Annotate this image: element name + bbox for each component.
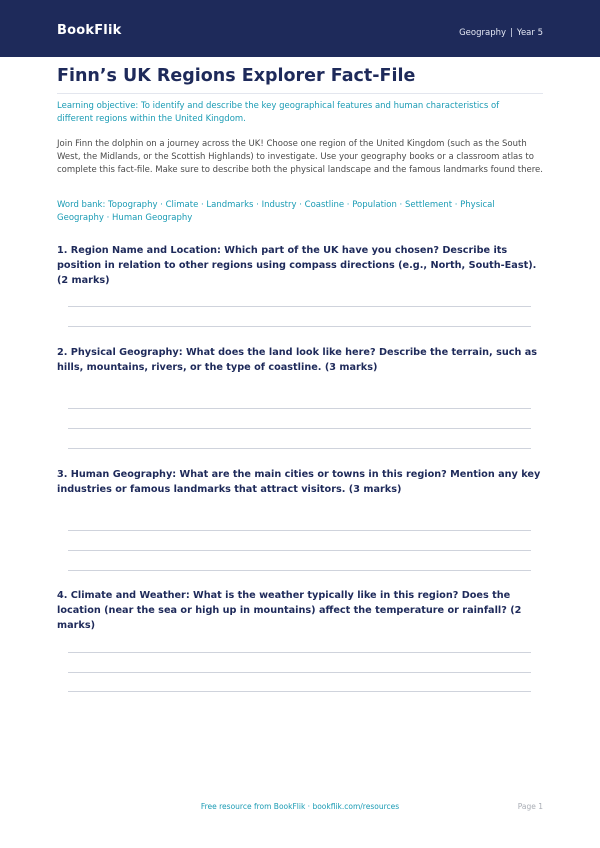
answer-line[interactable] — [68, 428, 531, 429]
question-1: 1. Region Name and Location: Which part of the UK have you chosen? Describe its position in relation to other regions using compass directions (e.g., North, South-East). (2 marks) — [57, 245, 537, 286]
question-4: 4. Climate and Weather: What is the weather typically like in this region? Does the location (near the sea or high up in mountains) affect the temperature or rainfall? (2 marks) — [57, 590, 522, 631]
word-bank: Word bank: Topography · Climate · Landmarks · Industry · Coastline · Population · Settlement · Physical Geography · Human Geography — [57, 200, 495, 223]
footer-link[interactable]: Free resource from BookFlik · bookflik.com/resources — [200, 802, 400, 811]
answer-line[interactable] — [68, 326, 531, 327]
subject-label: Geography — [459, 28, 507, 38]
answer-line[interactable] — [68, 306, 531, 307]
brand-logo[interactable]: BookFlik — [57, 23, 122, 38]
answer-line[interactable] — [68, 691, 531, 692]
question-3: 3. Human Geography: What are the main cities or towns in this region? Mention any key industries or famous landmarks that attract visitors. (3 marks) — [57, 469, 541, 495]
intro-paragraph: Join Finn the dolphin on a journey across the UK! Choose one region of the United Kingdom (such as the South West, the Midlands, or the Scottish Highlands) to investigate. Use your geography books or a classroom atlas to complete this fact-file. Make sure to describe both the physical landscape and the famous landmarks found there. — [57, 139, 543, 175]
year-label: Year 5 — [516, 28, 543, 38]
breadcrumb-separator: | — [510, 28, 513, 38]
page-header — [0, 0, 600, 57]
subject-breadcrumb — [459, 28, 543, 38]
answer-line[interactable] — [68, 570, 531, 571]
learning-objective: Learning objective: To identify and describe the key geographical features and human characteristics of different regions within the United Kingdom. — [57, 101, 500, 124]
answer-line[interactable] — [68, 448, 531, 449]
page-title: Finn’s UK Regions Explorer Fact-File — [57, 66, 416, 86]
title-divider — [57, 93, 543, 94]
answer-line[interactable] — [68, 408, 531, 409]
answer-line[interactable] — [68, 550, 531, 551]
answer-line[interactable] — [68, 652, 531, 653]
answer-line[interactable] — [68, 672, 531, 673]
page-number: Page 1 — [517, 802, 543, 811]
answer-line[interactable] — [68, 530, 531, 531]
question-2: 2. Physical Geography: What does the land look like here? Describe the terrain, such as hills, mountains, rivers, or the type of coastline. (3 marks) — [57, 347, 538, 373]
